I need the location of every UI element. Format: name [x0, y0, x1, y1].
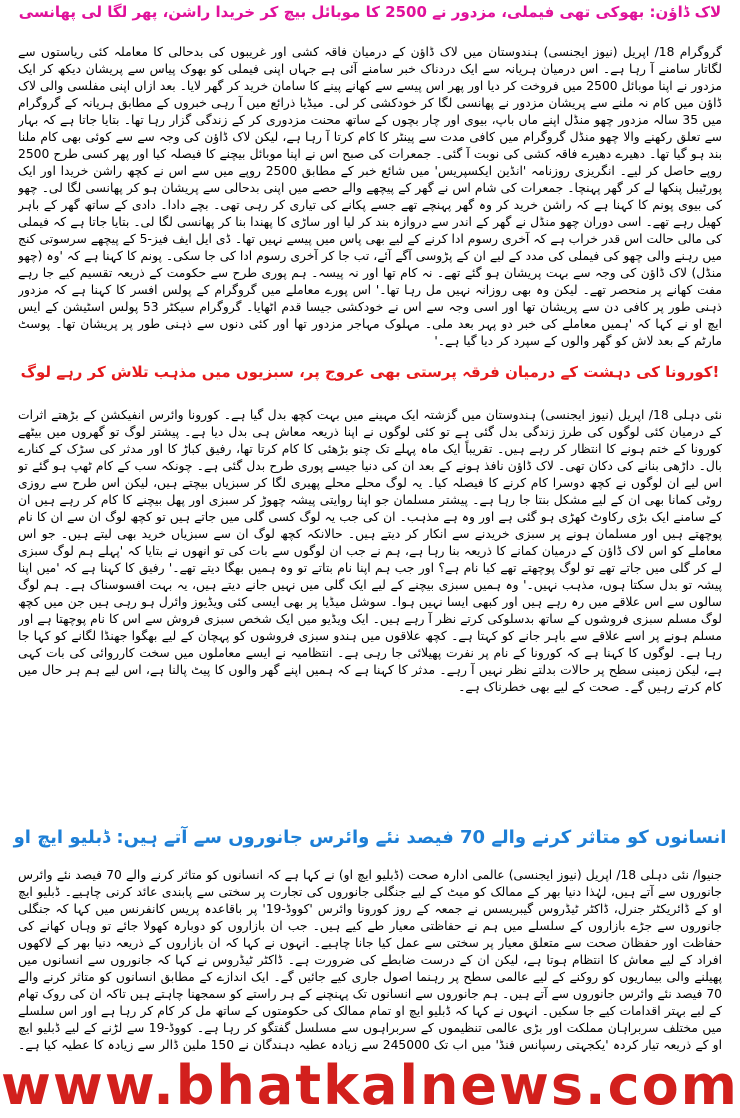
article-2-text: نئی دہلی 18/ اپریل (نیوز ایجنسی) ہندوستان میں گزشتہ ایک مہینے میں بہت کچھ بدل گیا ہے۔ کورونا وائرس انفیکشن کے بڑھتے اثرات کے درمیان کئی لوگوں کی طرز زندگی بدل گئی ہے تو کئی لوگوں نے اپنا ذریعہ معاش ہی بدل دیا ہے۔ پیشتر لوگ تو گھروں میں بیٹھے کورونا کے ختم ہونے کا انتظار کر رہے ہیں۔ تقریباً ایک ماہ پہلے تک چنو بڑھئی کا کام کرتا تھا، رفیق کباڑ کا اور مدثر کی سڑک کے کنارے بال۔ داڑھی بنانے کی دکان تھی۔ لاک ڈاؤن نافذ ہونے کے بعد ان کی دنیا جیسے پوری طرح بدل گئی ہے۔ چونکہ سب کے کام ٹھپ ہو گئے تو اس لیے ان لوگوں نے کچھ دوسرا کام کرنے کا فیصلہ کیا۔ یہ لوگ محلے محلے پھیری لگا کر سبزیاں بیچتے ہیں، لیکن اس طرح سے روزی روٹی کمانا بھی ان کے لیے مشکل بنتا جا رہا ہے۔ پیشتر مسلمان جو اپنا روایتی پیشہ چھوڑ کر سبزی اور پھل بیچنے کا کام کر رہے ہیں ان کے سامنے ایک بڑی رکاوٹ کھڑی ہو گئی ہے اور وہ ہے مذہب۔ ان کی جب یہ لوگ کسی گلی میں جاتے ہیں تو کچھ لوگ ان سے ان کا نام پوچھتے ہیں اور مسلمان ہونے پر سبزی خریدنے سے انکار کر دیتے ہیں۔ حالانکہ کچھ لوگ ان سے سبزیاں خرید بھی لیتے ہیں۔ جو اس معاملے کو اس لاک ڈاؤن کے درمیان کمانے کا ذریعہ بنا رہا ہے، ہم نے جب ان لوگوں سے بات کی تو انھوں نے بتایا کہ 'پہلے ہم لوگ سبزی لے کر گلی میں جاتے تھے تو لوگ پوچھتے تھے کیا نام ہے؟ اور جب ہم اپنا نام بتاتے تو وہ ہمیں بھگا دیتے تھے۔' رفیق کا کہنا ہے کہ 'میں اپنا پیشہ تو بدل سکتا ہوں، مذہب نہیں۔' وہ ہمیں سبزی بیچنے کے لیے ایک گلی میں نہیں جانے دیتے ہیں، یہ بہت افسوسناک ہے۔ ہم لوگ سالوں سے اس علاقے میں رہ رہے ہیں اور کبھی ایسا نہیں ہوا۔ سوشل میڈیا پر بھی ایسی کئی ویڈیوز وائرل ہو رہی ہیں جن میں کچھ لوگ مسلم سبزی فروشوں کے ساتھ بدسلوکی کرتے نظر آ رہے ہیں۔ ایک ویڈیو میں ایک شخص سبزی فروش سے اس کا نام پوچھتا ہے اور مسلم ہونے پر اسے علاقے سے باہر جانے کو کہتا ہے۔ کچھ علاقوں میں ہندو سبزی فروشوں کو پہچان کے لیے بھگوا جھنڈا لگانے کو کہا جا رہا ہے۔ لوگوں کا کہنا ہے کہ کورونا کے نام پر نفرت پھیلائی جا رہی ہے۔ انتظامیہ نے ایسے معاملوں میں سخت کارروائی کی بات کہی ہے، لیکن زمینی سطح پر حالات بدلتے نظر نہیں آ رہے۔ مدثر کا کہنا ہے کہ ہمیں اپنے گھر والوں کا پیٹ پالنا ہے، اس لیے ہم ہر حال میں کام کرتے رہیں گے۔ صحت کے لیے بھی خطرناک ہے۔ — [18, 408, 722, 694]
website-footer[interactable]: www.bhatkalnews.com — [1, 1054, 739, 1117]
article-3-headline: انسانوں کو متاثر کرنے والے 70 فیصد نئے وائرس جانوروں سے آتے ہیں: ڈبلیو ایچ او — [13, 827, 727, 848]
article-3-text: جنیوا/ نئی دہلی 18/ اپریل (نیوز ایجنسی) عالمی ادارہ صحت (ڈبلیو ایچ او) نے کہا ہے کہ انسانوں کو متاثر کرنے والے 70 فیصد نئے وائرس جانوروں سے آتے ہیں، لہٰذا دنیا بھر کے ممالک کو میٹ کے لیے جنگلی جانوروں کی تجارت پر سختی سے پابندی عائد کرنی چاہیے۔ ڈبلیو ایچ او کے ڈائریکٹر جنرل، ڈاکٹر ٹیڈروس گیبریسس نے جمعہ کے روز کورونا وائرس 'کووڈ-19' پر باقاعدہ پریس کانفرنس میں کہا کہ جنگلی جانوروں سے جڑے بازاروں کے سلسلے میں ہم نے حفاظتی معیار طے کیے ہیں۔ جب ان بازاروں کو دوبارہ کھولا جائے تو وہاں کھانے کی حفاظت اور حفظان صحت سے متعلق معیار پر سختی سے عمل کیا جانا چاہیے۔ انہوں نے کہا کہ ان بازاروں کے ذریعہ دنیا بھر کے لاکھوں افراد کے لیے معاش کا انتظام ہوتا ہے، لیکن ان کے درست ضابطے کی ضرورت ہے۔ ڈاکٹر ٹیڈروس نے کہا کہ جانوروں سے انسانوں میں پھیلنے والی بیماریوں کو روکنے کے لیے عالمی سطح پر رہنما اصول جاری کیے جائیں گے۔ ایک اندازے کے مطابق انسانوں کو متاثر کرنے والے 70 فیصد نئے وائرس جانوروں سے آتے ہیں۔ ہم جانوروں سے انسانوں تک پہنچنے کے ہر راستے کو سمجھنا چاہتے ہیں تاکہ ان کی روک تھام کے لیے بہتر اقدامات کیے جا سکیں۔ انہوں نے کہا کہ ڈبلیو ایچ او تمام ممالک کی حکومتوں کے ساتھ مل کر کام کر رہا ہے اور اس سلسلے میں مختلف سربراہان مملکت اور بڑی عالمی تنظیموں کے سربراہوں سے مسلسل گفتگو کر رہا ہے۔ کووڈ-19 سے لڑنے کے لیے ڈبلیو ایچ او کے ذریعہ تیار کردہ 'یکجہتی رسپانس فنڈ' میں اب تک 245000 سے زیادہ عطیہ دہندگان نے 150 ملین ڈالر سے زیادہ کا عطیہ کیا ہے۔ — [18, 868, 722, 1052]
article-1-body — [18, 44, 722, 360]
article-3-body — [18, 867, 722, 1053]
article-2-body — [18, 407, 722, 821]
article-1-headline: لاک ڈاؤن: بھوکی تھی فیملی، مزدور نے 2500 کا موبائل بیچ کر خریدا راشن، پھر لگا لی پھانسی — [18, 3, 722, 21]
article-1-text: گروگرام 18/ اپریل (نیوز ایجنسی) ہندوستان میں لاک ڈاؤن کے درمیان فاقہ کشی اور غریبوں کی بدحالی کا معاملہ کئی ریاستوں سے لگاتار سامنے آ رہا ہے۔ اس درمیان ہریانہ سے ایک دردناک خبر سامنے آئی ہے جہاں اپنی فیملی کو بھوک پیاس سے پریشان دیکھ کر ایک مزدور نے اپنا موبائل 2500 میں فروخت کر دیا اور پھر اس پیسے سے کھانے پینے کا سامان خرید کر گھر لایا۔ بعد ازاں اپنی مفلسی والی لاک ڈاؤن میں کام نہ ملنے سے پریشان مزدور نے پھانسی لگا کر خودکشی کر لی۔ میڈیا ذرائع میں آ رہی خبروں کے مطابق ہریانہ کے گروگرام میں 35 سالہ مزدور چھو منڈل اپنے ماں باپ، بیوی اور چار بچوں کے ساتھ محنت مزدوری کر کے زندگی گزار رہا تھا۔ بتایا جاتا ہے کہ بہار سے تعلق رکھنے والا چھو منڈل گروگرام میں کافی مدت سے پینٹر کا کام کرتا آ رہا ہے، لیکن لاک ڈاؤن کی وجہ سے سے کوئی بھی کام ملنا بند ہو گیا تھا۔ دھیرے دھیرے فاقہ کشی کی نوبت آ گئی۔ جمعرات کی صبح اس نے اپنا موبائل بیچنے کا فیصلہ کیا اور پھر کسی طرح 2500 روپے حاصل کر لیے۔ انگریزی روزنامہ 'انڈین ایکسپریس' میں شائع خبر کے مطابق 2500 روپے میں سے اس نے کچھ راشن خریدا اور ایک پورٹیبل پنکھا لے کر گھر پہنچا۔ جمعرات کی شام اس نے گھر کے پیچھے والے حصے میں اپنی بدحالی سے پریشان ہو کر پھانسی لگا لی۔ چھو کی بیوی پونم کا کہنا ہے کہ راشن خرید کر وہ گھر پہنچے تھے جسے پکانے کی تیاری کر رہی تھی۔ بچے دادا۔ دادی کے ساتھ گھر کے باہر کھیل رہے تھے۔ اسی دوران چھو منڈل نے گھر کے اندر سے دروازہ بند کر لیا اور ساڑی کا پھندا بنا کر پھانسی لگا لی۔ بتایا جاتا ہے کہ فیملی کی مالی حالت اس قدر خراب ہے کہ آخری رسوم ادا کرنے کے لیے بھی پاس میں پیسے نہیں تھا۔ ڈی ایل ایف فیز-5 کے پیچھے سرسوتی کنج میں رہنے والی چھو کی فیملی کی مدد کے لیے ان کے پڑوسی آگے آئے، تب جا کر آخری رسوم ادا کی جا سکی۔ پونم کا کہنا ہے کہ 'وہ (چھو منڈل) لاک ڈاؤن کی وجہ سے بہت پریشان ہو گئے تھے۔ نہ کام تھا اور نہ پیسہ۔ ہم پوری طرح سے حکومت کے ذریعہ تقسیم کیے جا رہے مفت کھانے پر منحصر تھے۔ لیکن وہ بھی روزانہ نہیں مل رہا تھا۔' اس پورے معاملے میں گروگرام کے پولس افسر کا کہنا ہے کہ مزدور ذہنی طور پر کافی دن سے پریشان تھا اور اسی وجہ سے اس نے خودکشی جیسا قدم اٹھایا۔ گروگرام سیکٹر 53 پولس اسٹیشن کے ایس ایچ او نے کہا کہ 'ہمیں معاملے کی خبر دو پہر بعد ملی۔ مہلوک مہاجر مزدور تھا اور کئی دنوں سے ذہنی طور پر پریشان تھا۔ پوسٹ مارٹم کے بعد لاش کو گھر والوں کے سپرد کر دیا گیا ہے۔' — [18, 45, 722, 348]
article-2-headline: کورونا کی دہشت کے درمیان فرقہ پرستی بھی عروج پر، سبزیوں میں مذہب تلاش کر رہے لوگ! — [20, 363, 720, 381]
